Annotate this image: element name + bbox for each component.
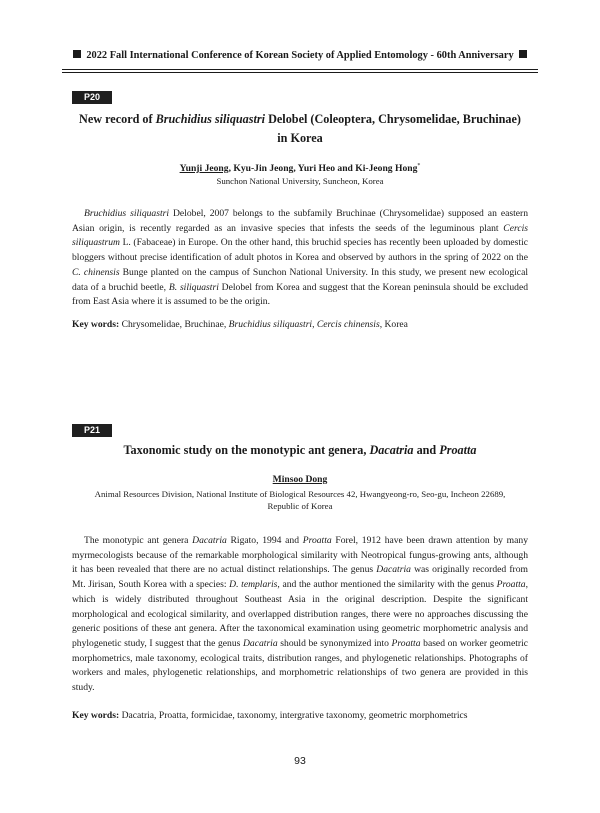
keywords-label: Key words: <box>72 710 120 721</box>
author-affiliation <box>72 175 528 187</box>
keywords <box>72 318 528 333</box>
italic-run: Dacatria <box>243 637 278 649</box>
italic-run: Bruchidius siliquastri <box>84 208 170 219</box>
italic-run: B. siliquastri <box>168 281 219 293</box>
author-name: Kyu-Jin Jeong <box>233 163 294 175</box>
text-run: New record of <box>79 112 156 126</box>
keywords <box>72 709 528 724</box>
author-name: Yunji Jeong <box>179 163 229 175</box>
italic-run: Proatta <box>302 535 332 546</box>
italic-run: Proatta <box>439 443 477 457</box>
text-run: L. (Fabaceae) in Europe. On the other hand, this bruchid species has recently been uploaded by domestic bloggers without precise identification of adult photos in Korea and observed by authors in the spring of 2022 on the <box>72 237 528 264</box>
italic-run: Bruchidius siliquastri <box>155 112 266 126</box>
conference-header-text: 2022 Fall International Conference of Korean Society of Applied Entomology - 60th Anniversary <box>86 50 514 61</box>
text-run: should be synonymized into <box>277 637 392 649</box>
italic-run: Proatta <box>496 579 526 591</box>
text-run: Dacatria, Proatta, formicidae, taxonomy, intergrative taxonomy, geometric morphometrics <box>119 710 468 721</box>
text-run: Taxonomic study on the monotypic ant genera, <box>123 443 370 457</box>
text-run: , and the author mentioned the similarity with the genus <box>277 579 497 591</box>
abstract-title <box>72 110 528 148</box>
italic-run: Dacatria <box>376 564 411 576</box>
keywords-label: Key words: <box>72 319 120 330</box>
author-affiliation <box>72 488 528 512</box>
text-run: Chrysomelidae, Bruchinae, <box>119 319 229 330</box>
abstract-body <box>72 207 528 310</box>
italic-run: Dacatria <box>192 535 227 546</box>
text-run: Delobel, 2007 belongs to the subfamily Bruchinae (Chrysomelidae) supposed an eastern Asian origin, is recently regarded as an invasive species that infests the seeds of the leguminous plant <box>72 208 529 234</box>
italic-run: D. templaris <box>229 579 278 591</box>
affiliation-line: Animal Resources Division, National Institute of Biological Resources 42, Hwangyeong-ro, Seo-gu, Incheon 22689, <box>94 489 506 499</box>
text-run: in Korea <box>277 131 323 145</box>
page-number: 93 <box>294 755 306 767</box>
text-run: Delobel from Korea and suggest that the Korean peninsula should be excluded from East Asia where it is assumed to be the origin. <box>72 281 529 308</box>
text-run: , which is widely distributed throughout Southeast Asia in the original description. Despite the significant morphological and ecological similarity, and overlapped distribution ranges, there were no approaches discussing the generic positions of these ant genera. After the taxonomical examination using geometric morphometric analysis and phylogenetic study, I suggest that the genus <box>72 579 528 649</box>
italic-run: Proatta <box>391 637 421 649</box>
corresponding-author-mark: * <box>417 163 421 169</box>
italic-run: Bruchidius siliquastri <box>228 319 313 330</box>
keywords-list <box>119 710 467 721</box>
abstract-id-badge: P20 <box>72 91 112 104</box>
affiliation-line: Sunchon National University, Suncheon, Korea <box>216 176 384 186</box>
square-bullet-icon <box>73 50 81 58</box>
italic-run: Dacatria <box>369 443 414 457</box>
author-name: Minsoo Dong <box>272 474 328 485</box>
abstract-id-badge: P21 <box>72 424 112 437</box>
text-run: Rigato, 1994 and <box>226 535 303 546</box>
text-run: , <box>312 319 317 330</box>
text-run: was originally recorded from Mt. Jirisan, South Korea with a species: <box>72 564 528 591</box>
abstract-body <box>72 534 528 696</box>
text-run: Forel, 1912 have been drawn attention by many myrmecologists because of the remarkable morphological similarity with Neotropical fungus-growing ants, although it has been revealed that there are no actual distinct relationships. The genus <box>72 535 528 576</box>
text-run: , Korea <box>379 319 408 330</box>
author-list <box>72 473 528 486</box>
italic-run: Cercis chinensis <box>316 319 380 330</box>
affiliation-line: Republic of Korea <box>267 501 333 511</box>
text-run: and <box>413 443 440 457</box>
author-name: Ki-Jeong Hong <box>355 163 418 175</box>
text-run: Bunge planted on the campus of Sunchon National University. In this study, we present new ecological data of a bruchid beetle, <box>72 266 528 293</box>
text-run: based on worker geometric morphometrics, male taxonomy, ecological traits, distribution ranges, and phylogenetic relationships. Photographs of workers and males, phylogenetic relationships, and morphometric relationships of two genera are provided in this study. <box>72 637 529 694</box>
square-bullet-icon <box>519 50 527 58</box>
author-name: Yuri Heo <box>297 163 336 175</box>
italic-run: C. chinensis <box>72 266 120 278</box>
italic-run: Cercis siliquastrum <box>72 222 528 249</box>
header-rule <box>62 69 538 70</box>
author-list: Yunji Jeong, Kyu-Jin Jeong, Yuri Heo and Ki-Jeong Hong* <box>179 163 421 175</box>
conference-header <box>62 50 538 61</box>
header-rule-double <box>62 72 538 73</box>
keywords-list <box>119 319 408 330</box>
text-run: The monotypic ant genera <box>84 535 193 546</box>
text-run: Delobel (Coleoptera, Chrysomelidae, Bruchinae) <box>265 112 521 126</box>
abstract-title <box>72 441 528 460</box>
